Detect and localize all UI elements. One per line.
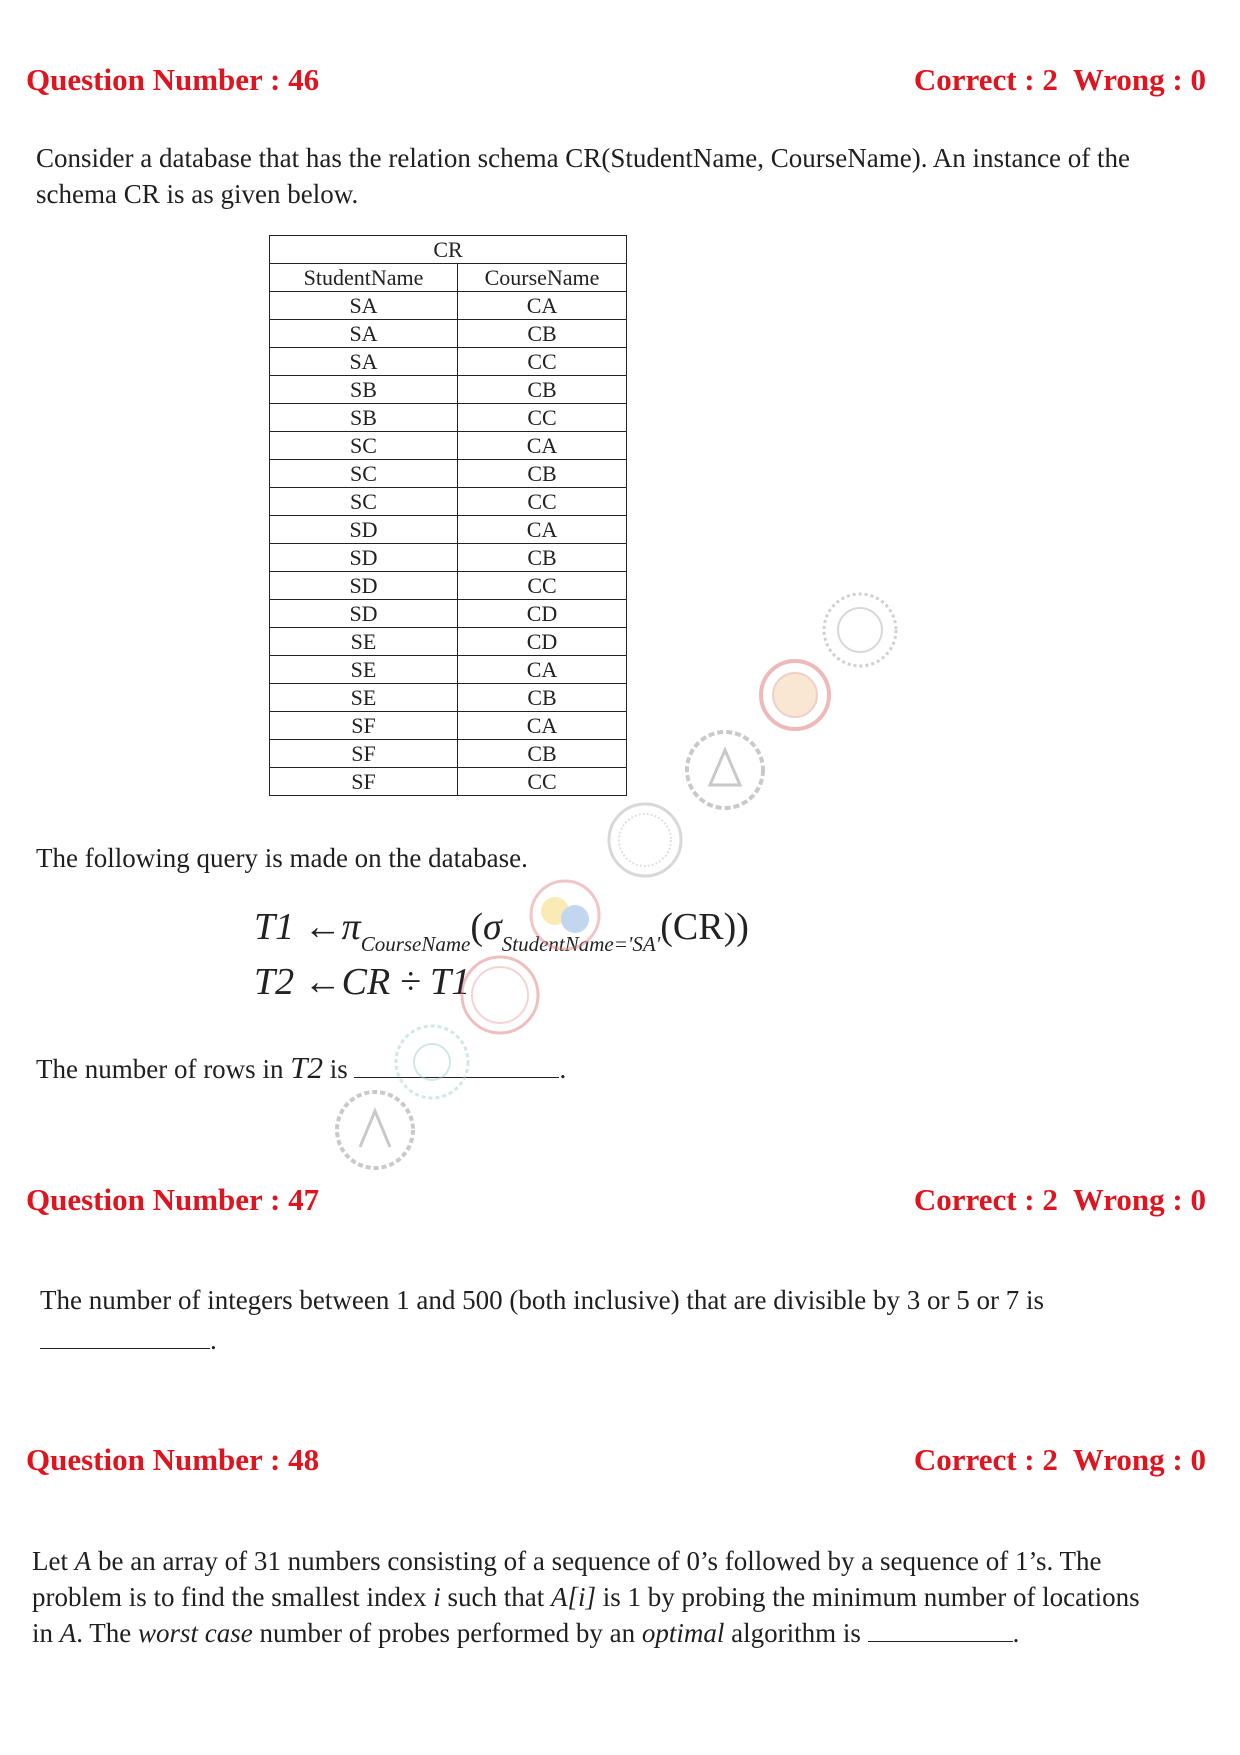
table-row (270, 516, 627, 544)
student-name-cell: SE (270, 684, 458, 712)
question-line (32, 1543, 1212, 1579)
cr-table (269, 235, 627, 796)
question-46-intro (36, 140, 1130, 212)
intro-line: schema CR is as given below. (36, 179, 359, 209)
formula-lhs: T1 (254, 906, 295, 948)
question-header-47 (26, 1182, 1206, 1226)
formula-arrow: ← (303, 961, 342, 1003)
answer-blank[interactable] (868, 1640, 1013, 1642)
course-name-cell: CB (458, 320, 627, 348)
table-row (270, 628, 627, 656)
formula-lhs: T2 (254, 961, 295, 1003)
table-row (270, 488, 627, 516)
emphasis: worst case (138, 1618, 253, 1648)
text-run: problem is to find the smallest index (32, 1582, 434, 1612)
question-end: . (1012, 1618, 1020, 1648)
score-label: Correct : 2 Wrong : 0 (913, 1442, 1206, 1477)
table-caption: CR (270, 236, 627, 264)
pi-subscript: CourseName (360, 932, 471, 956)
sigma-subscript: StudentName='SA' (501, 932, 661, 956)
question-48-text (32, 1543, 1212, 1651)
student-name-cell: SB (270, 404, 458, 432)
question-47-text (40, 1282, 1210, 1358)
seal-watermark-icon (330, 1085, 420, 1175)
question-header-46 (26, 62, 1206, 106)
column-header: StudentName (270, 264, 458, 292)
text-run: Let (32, 1546, 75, 1576)
variable: A (74, 1546, 92, 1576)
course-name-cell: CC (458, 768, 627, 796)
course-name-cell: CA (458, 516, 627, 544)
table-row (270, 740, 627, 768)
student-name-cell: SD (270, 572, 458, 600)
course-name-cell: CC (458, 348, 627, 376)
student-name-cell: SC (270, 432, 458, 460)
ask-text: is (322, 1054, 348, 1084)
student-name-cell: SC (270, 460, 458, 488)
student-name-cell: SF (270, 768, 458, 796)
score-label: Correct : 2 Wrong : 0 (913, 1182, 1206, 1217)
student-name-cell: SD (270, 544, 458, 572)
question-46-ask (36, 1050, 566, 1087)
seal-watermark-icon (755, 655, 835, 735)
text-run: algorithm is (724, 1618, 861, 1648)
formula-t2 (254, 960, 470, 1004)
course-name-cell: CA (458, 712, 627, 740)
question-number: Question Number : 48 (26, 1442, 320, 1477)
course-name-cell: CC (458, 488, 627, 516)
seal-watermark-icon (605, 800, 685, 880)
table-row (270, 656, 627, 684)
text-run: number of probes performed by an (252, 1618, 642, 1648)
table-row (270, 544, 627, 572)
table-row (270, 600, 627, 628)
question-number: Question Number : 46 (26, 62, 320, 97)
course-name-cell: CD (458, 600, 627, 628)
score-label: Correct : 2 Wrong : 0 (913, 62, 1206, 97)
student-name-cell: SE (270, 656, 458, 684)
student-name-cell: SF (270, 740, 458, 768)
student-name-cell: SC (270, 488, 458, 516)
ask-text: The number of rows in (36, 1054, 291, 1084)
student-name-cell: SF (270, 712, 458, 740)
question-line (32, 1579, 1212, 1615)
text-run: such that (440, 1582, 551, 1612)
course-name-cell: CC (458, 404, 627, 432)
table-row (270, 348, 627, 376)
course-name-cell: CA (458, 292, 627, 320)
intro-line: Consider a database that has the relation schema CR(StudentName, CourseName). An instance of the (36, 143, 1130, 173)
question-header-48 (26, 1442, 1206, 1486)
question-text: The number of integers between 1 and 500 (both inclusive) that are divisible by 3 or 5 or 7 is (40, 1285, 1044, 1315)
table-row (270, 572, 627, 600)
table-row (270, 376, 627, 404)
course-name-cell: CA (458, 432, 627, 460)
ask-variable: T2 (290, 1050, 323, 1085)
table-row (270, 684, 627, 712)
table-row (270, 320, 627, 348)
student-name-cell: SE (270, 628, 458, 656)
question-end: . (210, 1325, 217, 1355)
variable: A (59, 1618, 77, 1648)
expression: A[i] (550, 1582, 596, 1612)
formula-paren: ( (470, 906, 484, 948)
seal-watermark-icon (680, 725, 770, 815)
course-name-cell: CC (458, 572, 627, 600)
table-body (270, 292, 627, 796)
student-name-cell: SD (270, 600, 458, 628)
pi-symbol: π (341, 906, 361, 948)
text-run: be an array of 31 numbers consisting of a sequence of 0’s followed by a sequence of 1’s. The (91, 1546, 1102, 1576)
variable: i (433, 1582, 441, 1612)
emphasis: optimal (641, 1618, 725, 1648)
student-name-cell: SB (270, 376, 458, 404)
query-text: The following query is made on the database. (36, 843, 528, 873)
table-row (270, 460, 627, 488)
course-name-cell: CB (458, 684, 627, 712)
formula-argument: (CR)) (660, 906, 749, 948)
student-name-cell: SA (270, 292, 458, 320)
formula-arrow: ← (303, 906, 342, 948)
question-line (32, 1615, 1212, 1651)
question-number: Question Number : 47 (26, 1182, 320, 1217)
course-name-cell: CB (458, 740, 627, 768)
ask-end: . (559, 1054, 567, 1084)
column-header: CourseName (458, 264, 627, 292)
table-row (270, 292, 627, 320)
sigma-symbol: σ (483, 906, 502, 948)
text-run: in (32, 1618, 60, 1648)
table-row (270, 404, 627, 432)
table-row (270, 432, 627, 460)
course-name-cell: CB (458, 376, 627, 404)
text-run: is 1 by probing the minimum number of locations (595, 1582, 1140, 1612)
answer-blank[interactable] (40, 1347, 210, 1349)
student-name-cell: SA (270, 348, 458, 376)
course-name-cell: CD (458, 628, 627, 656)
table-row (270, 768, 627, 796)
formula-rhs: CR ÷ T1 (341, 961, 471, 1003)
course-name-cell: CB (458, 460, 627, 488)
student-name-cell: SD (270, 516, 458, 544)
course-name-cell: CA (458, 656, 627, 684)
text-run: . The (76, 1618, 139, 1648)
student-name-cell: SA (270, 320, 458, 348)
table-row (270, 712, 627, 740)
course-name-cell: CB (458, 544, 627, 572)
seal-watermark-icon (525, 875, 605, 955)
